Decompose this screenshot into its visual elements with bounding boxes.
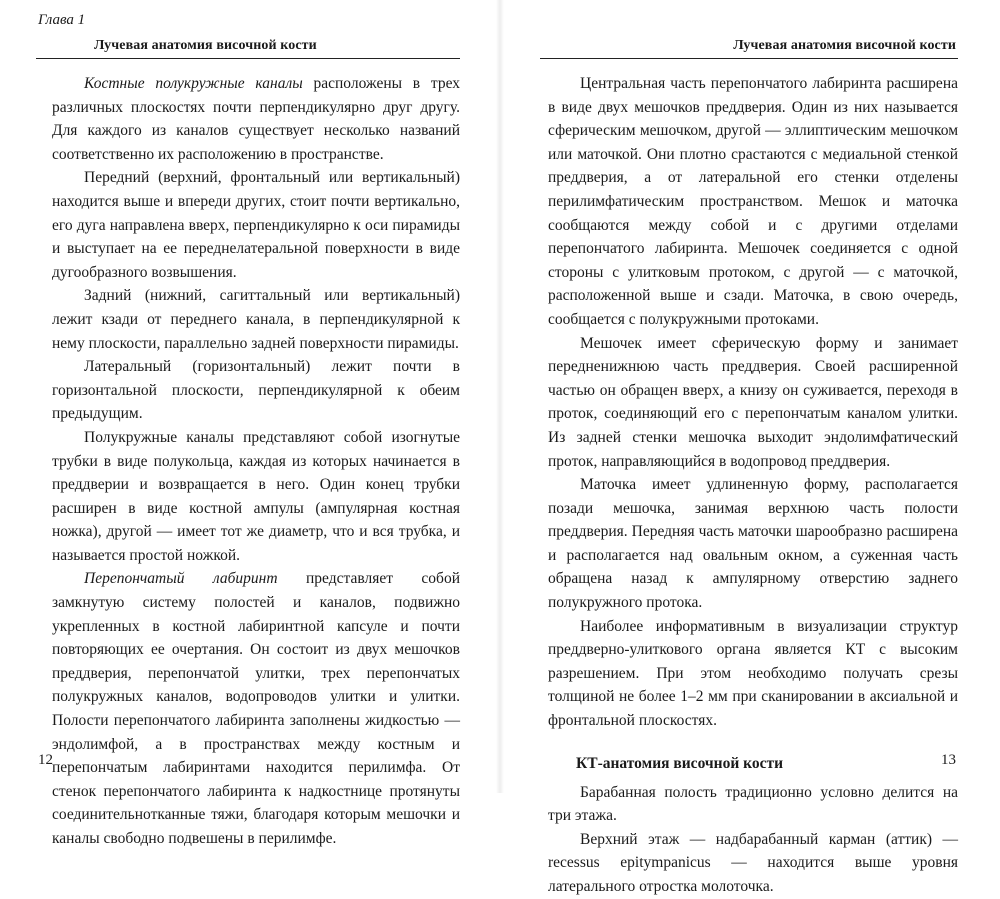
page-number-left: 12 [38,752,53,768]
paragraph [52,72,460,166]
paragraph: Наиболее информативным в визуализации структур преддверно-улиткового органа является КТ с высоким разрешением. При этом необходимо получать срезы толщиной не более 1–2 мм при сканировании в аксиальной и фронтальной плоскостях. [548,617,958,730]
paragraph: Задний (нижний, сагиттальный или вертикальный) лежит кзади от переднего канала, в перпендикулярной к нему плоскости, параллельно задней поверхности пирамиды. [52,287,460,352]
paragraph-text: расположены в трех различных плоскостях почти перпендикулярно друг другу. Для каждого из каналов существует несколько названий соответственно их расположению в пространстве. [52,75,460,163]
paragraph: Центральная часть перепончатого лабиринта расширена в виде двух мешочков преддверия. Один из них называется сферическим мешочком, другой — эллиптическим мешочком или маточкой. Они плотно срастаются с медиальной стенкой преддверия, а от латеральной его стенки отделены перилимфатическим пространством. Мешок и маточка сообщаются между собой и с другими отделами перепончатого лабиринта. Мешочек соединяется с одной стороны с улитковым протоком, с другой — с маточкой, расположенной выше и сзади. Маточка, в свою очередь, сообщается с полукружными протоками. [548,75,958,328]
paragraph: Мешочек имеет сферическую форму и занимает передненижнюю часть преддверия. Своей расширенной частью он обращен вверх, а книзу он суживается, переходя в проток, соединяющий его с перепончатым каналом улитки. Из задней стенки мешочка выходит эндолимфатический проток, направляющийся в водопровод преддверия. [548,334,958,470]
left-page [0,0,500,847]
right-body-text [548,72,958,899]
section-heading: КТ-анатомия височной кости [576,754,784,772]
paragraph: Верхний этаж — надбарабанный карман (аттик) — recessus epitympanicus — находится выше уровня латерального отростка молоточка. [548,830,958,895]
italic-term: Перепончатый лабиринт [84,570,278,588]
italic-term: Костные полукружные каналы [84,75,303,92]
left-body-text [52,72,460,851]
running-head-left: Лучевая анатомия височной кости [94,38,317,53]
paragraph [52,567,460,850]
page-number-right: 13 [941,752,956,768]
paragraph: Барабанная полость традиционно условно делится на три этажа. [548,783,958,825]
running-head-right: Лучевая анатомия височной кости [733,38,956,53]
paragraph-text: представляет собой замкнутую систему полостей и каналов, подвижно укрепленных в костной лабиринтной капсуле и почти повторяющих ее очертания. Он состоит из двух мешочков преддверия, перепончатой улитки, трех перепончатых полукружных каналов, водопроводов улитки и улитки. Полости перепончатого лабиринта заполнены жидкостью — эндолимфой, а в пространствах между костным и перепончатым лабиринтами находится перилимфа. От стенок перепончатого лабиринта к надкостнице протянуты соединительнотканные тяжи, благодаря которым мешочки и каналы свободно подвешены в перилимфе. [52,570,460,847]
header-rule-right [540,58,958,59]
header-rule-left [36,58,460,59]
paragraph: Полукружные каналы представляют собой изогнутые трубки в виде полукольца, каждая из которых начинается в преддверии и возвращается в него. Один конец трубки расширен в виде костной ампулы (ампулярная костная ножка), другой — имеет тот же диаметр, что и вся трубка, и называется простой ножкой. [52,428,460,564]
chapter-label: Глава 1 [38,12,86,28]
paragraph: Маточка имеет удлиненную форму, располагается позади мешочка, занимая верхнюю часть полости преддверия. Передняя часть маточки шарообразно расширена и располагается над овальным окном, а суженная часть обращена назад к ампулярному отверстию заднего полукружного протока. [548,476,958,612]
paragraph: Передний (верхний, фронтальный или вертикальный) находится выше и впереди других, стоит почти вертикально, его дуга направлена вверх, перпендикулярно к оси пирамиды и выступает на ее переднелатеральной поверхности в виде дугообразного возвышения. [52,169,460,281]
right-page [500,0,1000,895]
paragraph: Латеральный (горизонтальный) лежит почти в горизонтальной плоскости, перпендикулярной к обеим предыдущим. [52,358,460,423]
